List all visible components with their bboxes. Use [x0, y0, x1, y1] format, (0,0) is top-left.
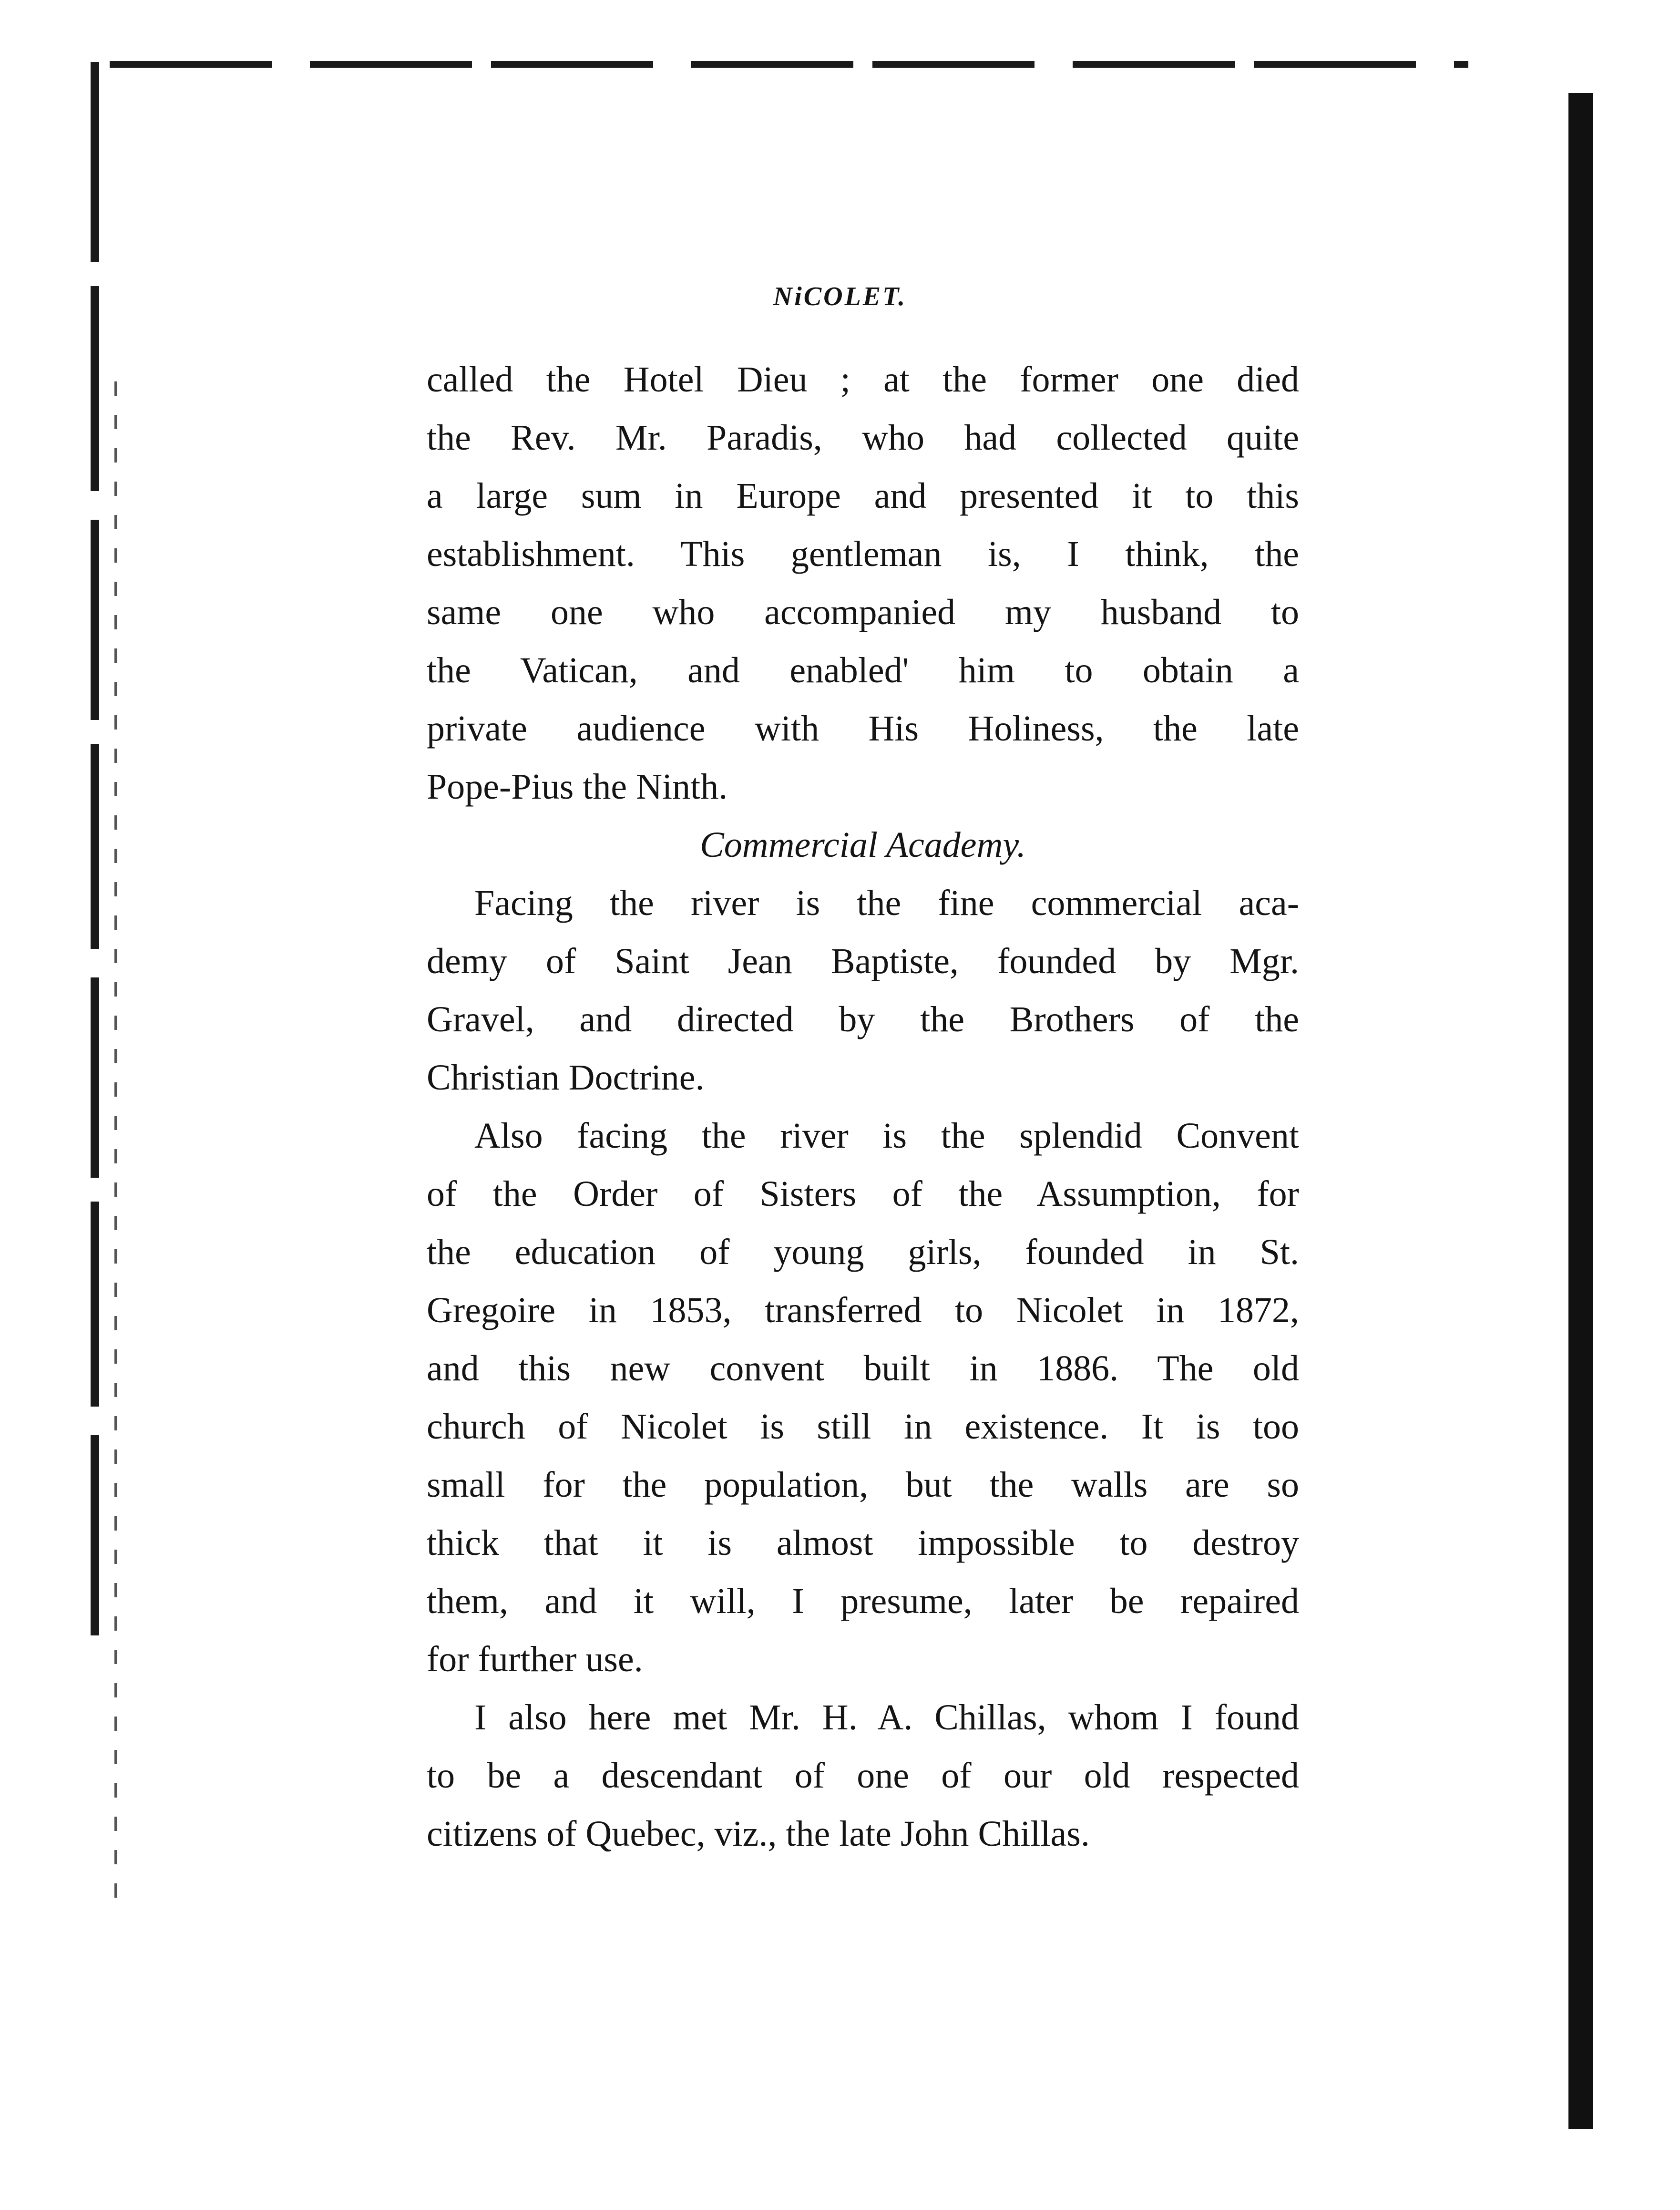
- scan-edge-top: [110, 61, 1468, 68]
- section-heading: Commercial Academy.: [700, 825, 1026, 865]
- text-line: Facing the river is the fine commercial aca-: [474, 883, 1299, 923]
- text-line: Also facing the river is the splendid Convent: [474, 1116, 1299, 1156]
- text-line: to be a descendant of one of our old respected: [427, 1756, 1299, 1796]
- text-line: the Vatican, and enabled' him to obtain a: [427, 650, 1299, 690]
- paragraph-convent: [427, 1107, 1299, 1688]
- text-line: them, and it will, I presume, later be repaired: [427, 1581, 1299, 1621]
- text-line: establishment. This gentleman is, I think, the: [427, 534, 1299, 574]
- text-line: of the Order of Sisters of the Assumption, for: [427, 1174, 1299, 1214]
- text-line: citizens of Quebec, viz., the late John Chillas.: [427, 1814, 1090, 1854]
- scan-edge-right: [1568, 93, 1593, 2129]
- text-line: the education of young girls, founded in St.: [427, 1232, 1299, 1272]
- body-text: [427, 350, 1299, 1863]
- paragraph-chillas: [427, 1688, 1299, 1863]
- text-line: for further use.: [427, 1639, 643, 1679]
- paragraph-hotel-dieu: [427, 350, 1299, 816]
- running-header: NiCOLET.: [773, 282, 907, 311]
- text-line: thick that it is almost impossible to destroy: [427, 1523, 1299, 1563]
- text-line: church of Nicolet is still in existence. It is too: [427, 1407, 1299, 1447]
- text-line: same one who accompanied my husband to: [427, 592, 1299, 632]
- text-line: Christian Doctrine.: [427, 1058, 705, 1098]
- text-line: and this new convent built in 1886. The old: [427, 1348, 1299, 1388]
- text-line: Gravel, and directed by the Brothers of the: [427, 999, 1299, 1039]
- text-line: Gregoire in 1853, transferred to Nicolet in 1872,: [427, 1290, 1299, 1330]
- text-line: a large sum in Europe and presented it to this: [427, 476, 1299, 516]
- text-line: the Rev. Mr. Paradis, who had collected quite: [427, 418, 1299, 458]
- text-line: demy of Saint Jean Baptiste, founded by Mgr.: [427, 941, 1299, 981]
- scan-edge-left-inner: [114, 381, 117, 1907]
- paragraph-commercial-academy: [427, 874, 1299, 1107]
- text-line: I also here met Mr. H. A. Chillas, whom I found: [474, 1697, 1299, 1737]
- text-line: Pope-Pius the Ninth.: [427, 767, 728, 807]
- text-line: small for the population, but the walls are so: [427, 1465, 1299, 1505]
- text-line: private audience with His Holiness, the late: [427, 709, 1299, 749]
- text-line: called the Hotel Dieu ; at the former one died: [427, 360, 1299, 400]
